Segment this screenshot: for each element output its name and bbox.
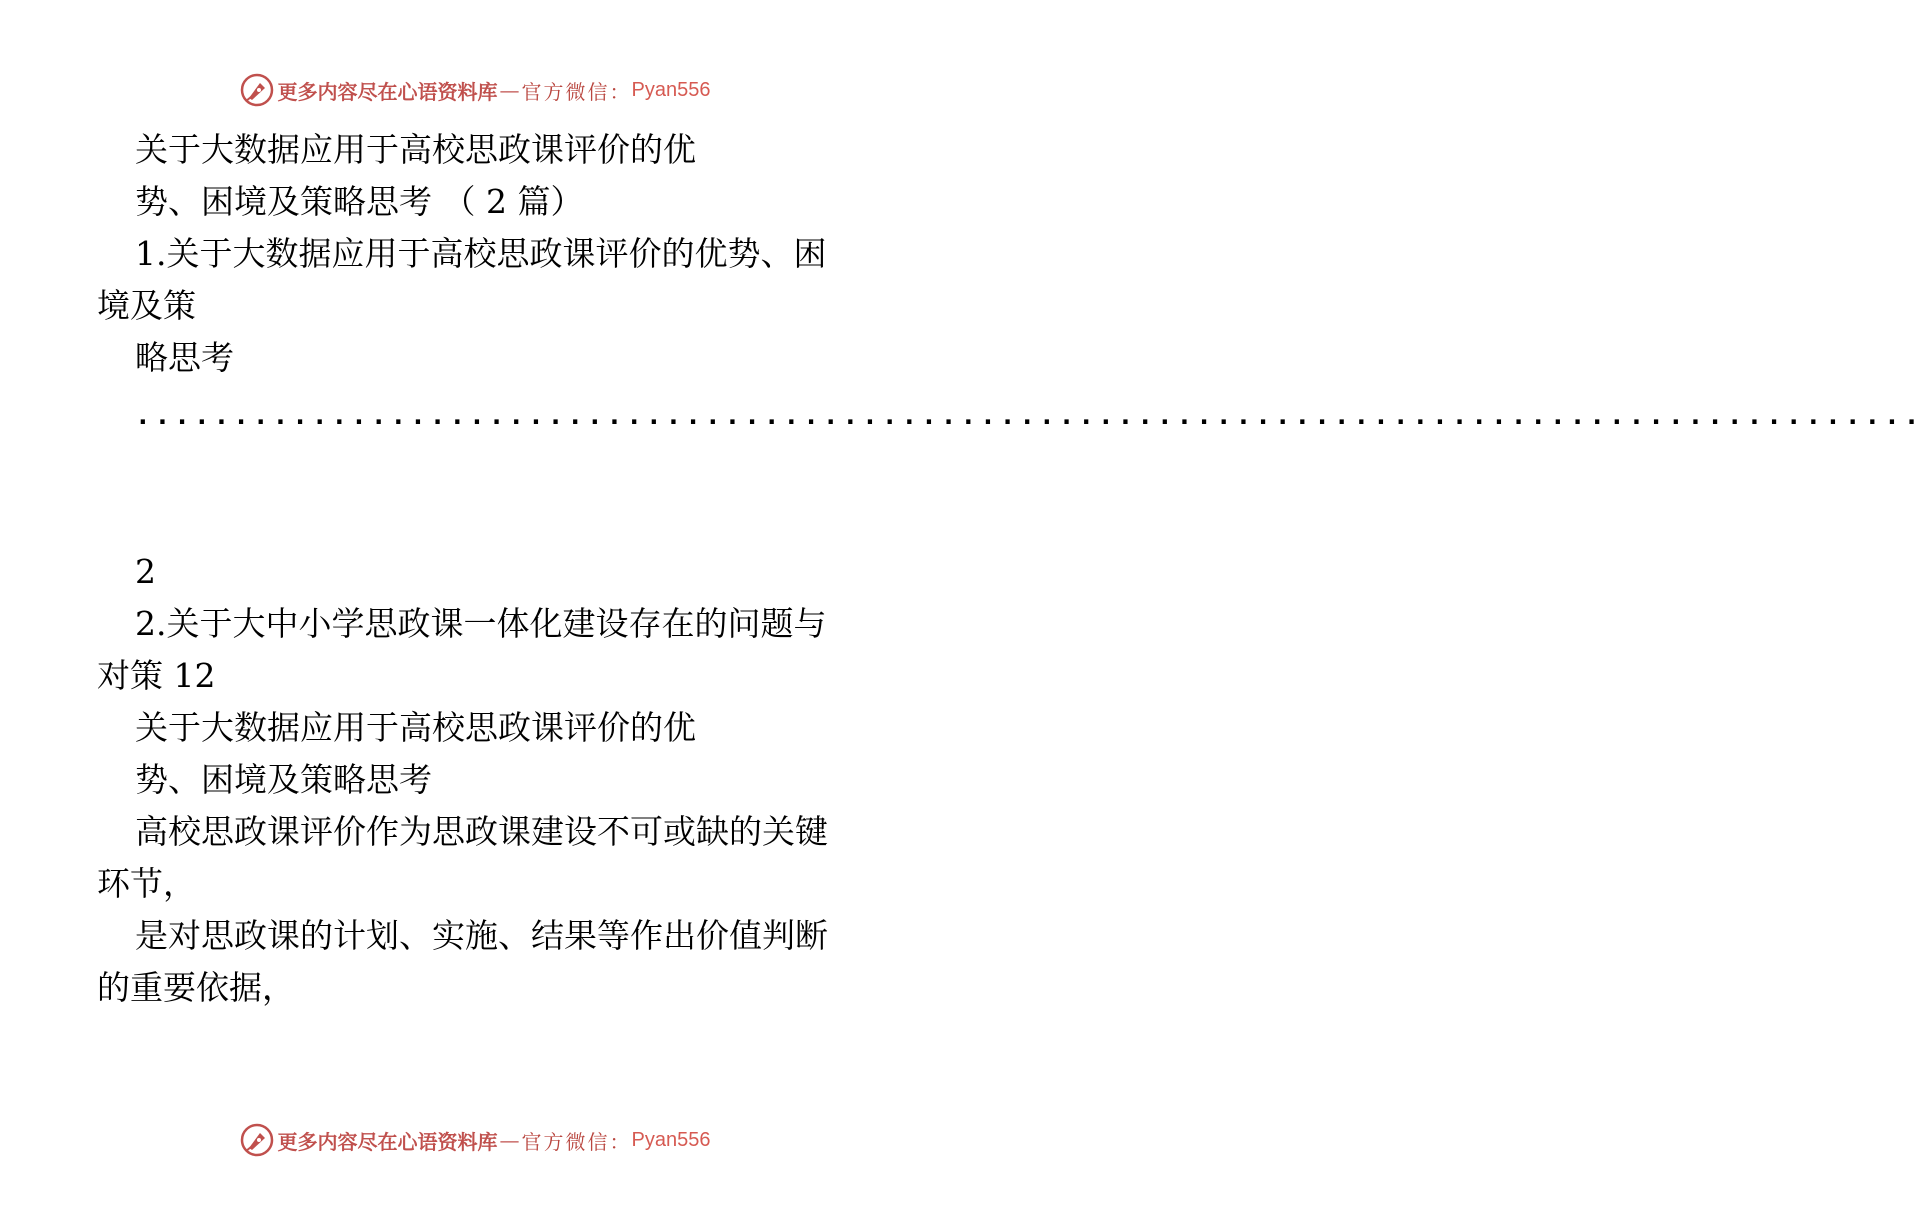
toc-entry-1-continued: 略思考 <box>135 338 234 377</box>
banner-dash: — <box>499 1128 520 1152</box>
pen-nib-logo-icon <box>240 73 274 107</box>
title-line-2: 势、困境及策略思考 （ 2 篇） <box>135 182 584 221</box>
banner-site-name: 更多内容尽在心语资料库 <box>277 79 498 104</box>
toc-leader-dots: ........................................................................................... <box>135 401 1923 431</box>
toc-entry-2: 2.关于大中小学思政课一体化建设存在的问题与对策 12 <box>97 604 827 695</box>
footer-banner <box>0 1120 950 1160</box>
banner-wechat-id: Pyan556 <box>631 1128 711 1151</box>
banner-site-name: 更多内容尽在心语资料库 <box>277 1129 498 1154</box>
banner-dash: — <box>499 78 520 102</box>
banner-wechat-label: 官方微信： <box>521 79 632 104</box>
body-paragraph-2: 是对思政课的计划、实施、结果等作出价值判断的重要依据， <box>97 916 828 1007</box>
section-heading-line-2: 势、困境及策略思考 <box>135 760 432 799</box>
body-paragraph-1: 高校思政课评价作为思政课建设不可或缺的关键环节， <box>97 812 828 903</box>
title-line-1: 关于大数据应用于高校思政课评价的优 <box>135 130 696 169</box>
banner-wechat-id: Pyan556 <box>631 78 711 101</box>
toc-entry-1-page: 2 <box>135 552 156 591</box>
section-heading-line-1: 关于大数据应用于高校思政课评价的优 <box>135 708 696 747</box>
header-banner <box>0 70 950 110</box>
pen-nib-logo-icon <box>240 1123 274 1157</box>
document-body <box>97 124 1923 1014</box>
toc-entry-1: 1.关于大数据应用于高校思政课评价的优势、困境及策 <box>97 234 827 325</box>
banner-wechat-label: 官方微信： <box>521 1129 632 1154</box>
